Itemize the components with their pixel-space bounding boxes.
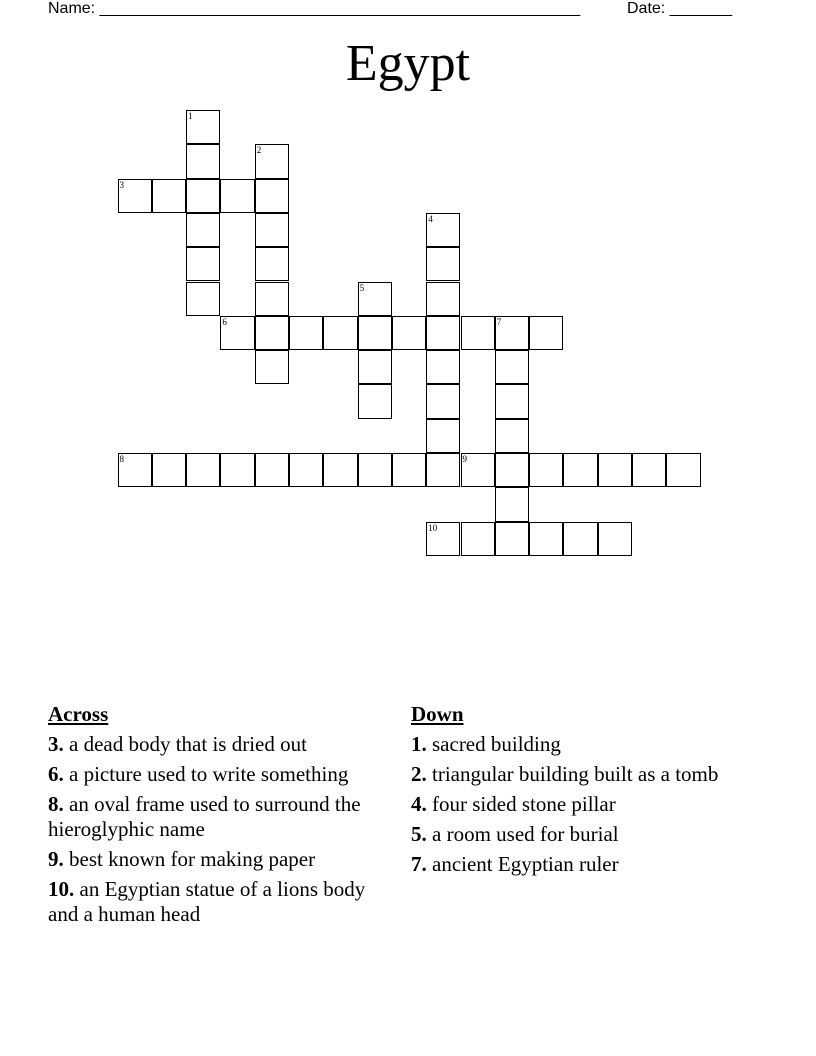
clue-across-3 (48, 732, 388, 757)
grid-cell[interactable] (255, 247, 289, 281)
clue-across-6 (48, 762, 388, 787)
grid-cell[interactable] (358, 350, 392, 384)
grid-cell[interactable] (426, 282, 460, 316)
grid-cell[interactable] (186, 247, 220, 281)
across-clues (48, 702, 388, 932)
grid-cell[interactable] (255, 179, 289, 213)
grid-cell[interactable] (529, 316, 563, 350)
clue-text: a room used for burial (432, 822, 619, 846)
clue-down-2 (411, 762, 751, 787)
grid-cell[interactable] (563, 522, 597, 556)
clue-text: ancient Egyptian ruler (432, 852, 619, 876)
cell-number-4: 4 (428, 213, 433, 224)
cell-number-5: 5 (359, 282, 365, 293)
grid-cell[interactable] (323, 316, 357, 350)
grid-cell[interactable] (358, 316, 392, 350)
grid-cell[interactable] (289, 316, 323, 350)
down-clues (411, 702, 751, 882)
grid-cell[interactable] (255, 316, 289, 350)
clue-text: triangular building built as a tomb (432, 762, 719, 786)
grid-cell[interactable] (495, 384, 529, 418)
cell-number-9: 9 (462, 454, 467, 464)
clue-text: sacred building (432, 732, 561, 756)
clue-text: a dead body that is dried out (69, 732, 307, 756)
grid-cell[interactable] (186, 282, 220, 316)
clue-text: an Egyptian statue of a lions body and a human head (48, 877, 366, 926)
grid-cell[interactable] (529, 453, 563, 487)
grid-cell[interactable] (186, 179, 220, 213)
grid-cell[interactable] (495, 419, 529, 453)
grid-cell[interactable] (255, 453, 289, 487)
grid-cell[interactable] (426, 316, 460, 350)
clue-number: 8. (48, 792, 64, 816)
grid-cell[interactable] (563, 453, 597, 487)
grid-cell[interactable] (152, 179, 186, 213)
grid-cell[interactable] (598, 453, 632, 487)
clue-down-4 (411, 792, 751, 817)
cell-number-3: 3 (119, 179, 124, 190)
grid-cell[interactable] (461, 522, 495, 556)
clue-down-1 (411, 732, 751, 757)
grid-cell[interactable] (220, 179, 254, 213)
grid-cell[interactable] (289, 453, 323, 487)
grid-cell[interactable] (666, 453, 700, 487)
grid-cell[interactable] (529, 522, 563, 556)
grid-cell[interactable] (426, 453, 460, 487)
clue-number: 10. (48, 877, 75, 901)
cell-number-8: 8 (119, 454, 124, 464)
cell-number-1: 1 (188, 111, 193, 121)
clue-number: 4. (411, 792, 427, 816)
across-heading: Across (48, 702, 109, 726)
cell-number-2: 2 (256, 145, 262, 156)
grid-cell[interactable] (186, 144, 220, 178)
clue-number: 7. (411, 852, 427, 876)
clue-number: 6. (48, 762, 64, 786)
date-field-label[interactable]: Date: _______ (627, 0, 732, 17)
clue-down-5 (411, 822, 751, 847)
clue-across-10 (48, 877, 388, 927)
grid-cell[interactable] (392, 316, 426, 350)
clue-text: an oval frame used to surround the hieroglyphic name (48, 792, 361, 841)
grid-cell[interactable] (426, 350, 460, 384)
grid-cell[interactable] (358, 384, 392, 418)
grid-cell[interactable] (598, 522, 632, 556)
grid-cell[interactable] (358, 453, 392, 487)
grid-cell[interactable] (392, 453, 426, 487)
puzzle-title: Egypt (345, 35, 471, 92)
grid-cell[interactable] (495, 350, 529, 384)
grid-cell[interactable] (495, 522, 529, 556)
cell-number-6: 6 (222, 316, 227, 327)
grid-cell[interactable] (255, 350, 289, 384)
grid-cell[interactable] (152, 453, 186, 487)
name-field-label[interactable]: Name: ______________________________________________________ (48, 0, 581, 17)
clue-number: 5. (411, 822, 427, 846)
clue-number: 9. (48, 847, 64, 871)
grid-cell[interactable] (632, 453, 666, 487)
clue-across-8 (48, 792, 388, 842)
clue-text: best known for making paper (69, 847, 316, 871)
cell-number-7: 7 (496, 316, 502, 327)
down-heading: Down (411, 702, 464, 726)
clue-text: a picture used to write something (69, 762, 349, 786)
grid-cell[interactable] (186, 213, 220, 247)
clue-down-7 (411, 852, 751, 877)
grid-cell[interactable] (461, 316, 495, 350)
grid-cell[interactable] (255, 282, 289, 316)
clue-across-9 (48, 847, 388, 872)
grid-cell[interactable] (426, 419, 460, 453)
clue-number: 2. (411, 762, 427, 786)
clue-number: 3. (48, 732, 64, 756)
cell-number-10: 10 (428, 522, 438, 533)
clue-text: four sided stone pillar (432, 792, 616, 816)
grid-cell[interactable] (495, 487, 529, 521)
grid-cell[interactable] (426, 247, 460, 281)
grid-cell[interactable] (255, 213, 289, 247)
grid-cell[interactable] (495, 453, 529, 487)
grid-cell[interactable] (323, 453, 357, 487)
clue-number: 1. (411, 732, 427, 756)
grid-cell[interactable] (426, 384, 460, 418)
grid-cell[interactable] (220, 453, 254, 487)
grid-cell[interactable] (186, 453, 220, 487)
